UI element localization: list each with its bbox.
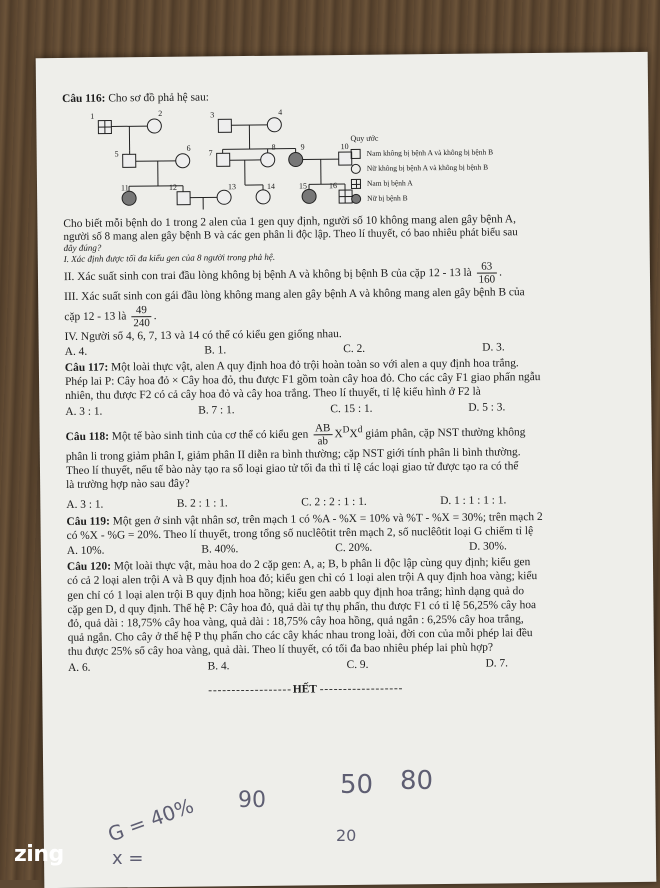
statement-text: II. Xác suất sinh con trai đầu lòng không bị bệnh A và không bị bệnh B của cặp 12 - 13 là [64,267,472,283]
zing-logo: zing [14,842,64,867]
q120-line-6: quả ngắn. Cho cây ở thế hệ P thụ phấn cho các cây khác nhau trong loài, đời con của mỗi phép lai đều [68,625,634,645]
option-a: A. 4. [65,345,88,359]
q116-statement-1: I. Xác định được tối đa kiểu gen của 8 người trong phả hệ. [64,248,630,265]
numerator: 49 [131,304,152,317]
ped-num-16: 16 [329,181,337,190]
option-d: D. 30%. [469,539,507,554]
legend-title: Quy ước [350,133,493,144]
handwritten-note: G = 40% [105,793,197,846]
q116-statement-2: II. Xác suất sinh con trai đầu lòng không bị bệnh A và không bị bệnh B của cặp 12 - 13 là $\frac{63}{160}$ . [64,259,630,290]
pedigree-svg [62,104,363,217]
denominator: 160 [477,274,498,286]
option-b: B. 2 : 1 : 1. [177,497,228,512]
pedigree-diagram [62,101,629,217]
q118-line-1-end: giảm phân, cặp NST thường không [362,426,525,440]
legend-item: Nữ bị bệnh B [367,194,408,204]
q116-statement-3a: III. Xác suất sinh con gái đầu lòng không mang alen gây bệnh A và không mang alen gây bệnh B của [64,284,630,304]
legend-item: Nam không bị bệnh A và không bị bệnh B [367,148,494,159]
handwritten-note: 20 [336,826,356,845]
q119-line-1: Một gen ở sinh vật nhân sơ, trên mạch 1 có %A - %X = 10% và %T - %X = 30%; trên mạch 2 [113,511,543,528]
option-b: B. 4. [208,659,230,673]
option-c: C. 20%. [335,541,372,556]
x-chromosome: X [349,428,357,440]
option-d: D. 5 : 3. [468,400,505,415]
allele-sup: D [343,425,350,435]
fraction [476,261,497,286]
ped-num-2: 2 [158,109,162,118]
option-a: A. 10%. [67,544,105,559]
q116-statement-3b: cặp 12 - 13 là $\frac{49}{240}$ . [64,299,630,330]
statement-text: cặp 12 - 13 là [64,310,126,323]
ped-num-4: 4 [278,108,282,117]
x-chromosome: X [334,428,342,440]
q120-line-1: Một loài thực vật, màu hoa do 2 cặp gen: A, a; B, b phân li độc lập cùng quy định; kiểu gen [114,556,531,572]
option-b: B. 1. [204,343,226,357]
question-title: Câu 119: [66,515,109,527]
ped-num-3: 3 [210,111,214,120]
q116-text-3: đây đúng? [64,237,630,254]
exam-content [62,86,634,699]
q120-line-5: đỏ, quả dài : 18,75% cây hoa vàng, quả dài : 18,75% cây hoa hồng, quả ngắn : 6,25% cây hoa trắng, [67,611,633,631]
handwritten-note: 50 [340,770,373,800]
ped-num-1: 1 [90,112,94,121]
ped-num-7: 7 [209,149,213,158]
q117-line-2: Phép lai P: Cây hoa đỏ × Cây hoa đỏ, thu được F1 gồm toàn cây hoa đỏ. Cho các cây F1 giao phấn ngẫu [65,369,631,389]
q118-line-4: là trường hợp nào sau đây? [66,472,632,492]
q120-line-3: gen chỉ có 1 loại alen trội B quy định hoa hồng; kiểu gen aabb quy định hoa trắng; hình dạng quả do [67,583,633,603]
handwritten-note: x = [112,848,143,869]
option-c: C. 9. [347,657,369,671]
legend-item: Nam bị bệnh A [367,179,413,189]
question-title: Câu 116: [62,93,105,105]
ped-num-12: 12 [169,183,177,192]
option-d: D. 3. [482,340,505,354]
option-a: A. 3 : 1. [65,404,102,419]
denominator: ab [313,435,332,447]
ped-num-6: 6 [187,144,191,153]
handwritten-note: 80 [400,766,433,796]
ped-num-15: 15 [299,182,307,191]
q118-line-2: phân li trong giảm phân I, giảm phân II diễn ra bình thường; cặp NST giới tính phân li bình thường. [66,444,632,464]
ped-num-14: 14 [267,182,275,191]
ped-num-13: 13 [228,182,236,191]
male-disease-a-icon [351,179,361,189]
option-a: A. 6. [68,660,91,674]
handwritten-note: 90 [238,788,266,813]
q116-text-2: người số 8 mang alen gây bệnh B và các gen phân li độc lập. Theo lí thuyết, có bao nhiêu phát biểu sau [63,225,629,243]
pedigree-legend [350,133,493,209]
male-healthy-icon [351,149,361,159]
option-c: C. 15 : 1. [330,401,372,416]
ped-num-9: 9 [301,143,305,152]
ped-num-11: 11 [121,184,129,193]
option-d: D. 1 : 1 : 1 : 1. [440,494,506,509]
allele-sup: d [358,425,363,435]
option-c: C. 2 : 2 : 1 : 1. [301,495,367,510]
option-c: C. 2. [343,342,365,356]
q118-line-1: Một tế bào sinh tinh của cơ thể có kiểu gen [112,428,309,442]
question-title: Câu 118: [66,430,109,442]
female-healthy-icon [351,164,361,174]
option-a: A. 3 : 1. [66,498,103,513]
female-disease-b-icon [351,194,361,204]
q118-line-3: Theo lí thuyết, nếu tế bào này tạo ra số loại giao tử tối đa thì tỉ lệ các loại giao tử được tạo ra có thể [66,458,632,478]
q120-line-7: thu được 25% số cây hoa vàng, quả dài. Theo lí thuyết, có tối đa bao nhiêu phép lai phù hợp? [68,640,634,660]
ped-num-5: 5 [115,150,119,159]
end-text: HẾT [293,683,317,695]
denominator: 240 [131,317,152,329]
q117-line-1: Một loài thực vật, alen A quy định hoa đỏ trội hoàn toàn so với alen a quy định hoa trắng. [111,357,519,373]
q116-statement-4: IV. Người số 4, 6, 7, 13 và 14 có thể có kiểu gen giống nhau. [64,324,630,344]
question-intro: Cho sơ đồ phả hệ sau: [108,91,209,104]
dash-right: - - - - - - - - - - - - - - - - - - [320,682,402,695]
ped-num-8: 8 [272,143,276,152]
fraction [131,304,152,329]
q120-line-2: có cả 2 loại alen trội A và B quy định hoa đỏ; kiểu gen chỉ có 1 loại alen trội A quy định hoa vàng; kiểu [67,568,633,588]
legend-item: Nữ không bị bệnh A và không bị bệnh B [367,163,488,174]
q119-line-2: có %X - %G = 20%. Theo lí thuyết, trong tổng số nuclêôtit trên mạch 2, số nuclêôtit loại G chiếm tỉ lệ [67,523,633,543]
q120-line-4: cặp gen D, d quy định. Thế hệ P: Cây hoa đỏ, quả dài tự thụ phấn, thu được F1 có tỉ lệ 56,25% cây hoa [67,597,633,617]
numerator: AB [313,422,332,435]
question-title: Câu 117: [65,362,108,374]
numerator: 63 [476,261,497,274]
ped-num-10: 10 [341,142,349,151]
option-b: B. 40%. [201,542,238,557]
question-title: Câu 120: [67,561,111,573]
genotype-fraction [313,422,333,447]
option-d: D. 7. [485,656,508,670]
q117-line-3: nhiên, thu được F2 có cả cây hoa đỏ và cây hoa trắng. Theo lí thuyết, tỉ lệ kiểu hình ở F2 là [65,383,631,403]
dash-left: - - - - - - - - - - - - - - - - - - [208,684,290,697]
q116-text-1: Cho biết mỗi bệnh do 1 trong 2 alen của 1 gen quy định, người số 10 không mang alen gây bệnh A, [63,211,629,231]
option-b: B. 7 : 1. [198,403,235,418]
